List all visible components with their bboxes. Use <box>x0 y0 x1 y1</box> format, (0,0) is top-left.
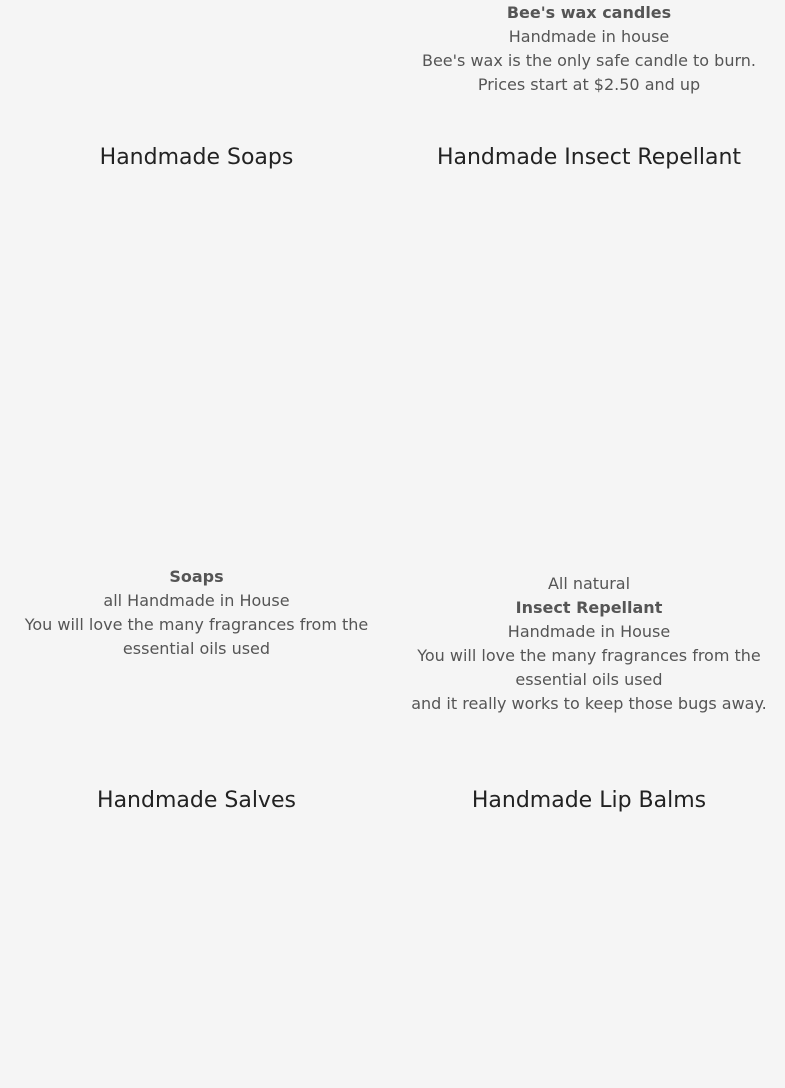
soaps-title: Soaps <box>169 567 224 586</box>
soaps-line-3: essential oils used <box>122 639 271 658</box>
soaps-description <box>0 565 393 661</box>
lip-balms-image <box>413 840 765 1080</box>
soaps-line-1: all Handmade in House <box>103 591 290 610</box>
lip-balms-heading: Handmade Lip Balms <box>471 788 707 813</box>
insect-repellant-line-1: Handmade in House <box>507 622 671 641</box>
candles-title: Bee's wax candles <box>506 3 672 22</box>
salves-image <box>20 840 372 1080</box>
candles-line-3: Prices start at $2.50 and up <box>477 75 701 94</box>
candles-line-2: Bee's wax is the only safe candle to burn. <box>421 51 756 70</box>
insect-repellant-line-3: essential oils used <box>515 670 663 689</box>
soaps-image <box>20 195 372 550</box>
insect-repellant-title: Insect Repellant <box>515 598 663 617</box>
insect-repellant-heading: Handmade Insect Repellant <box>436 145 742 170</box>
insect-repellant-image <box>413 195 765 555</box>
insect-repellant-line-2: You will love the many fragrances from the <box>417 646 761 665</box>
insect-repellant-description <box>393 572 785 716</box>
insect-repellant-line-4: and it really works to keep those bugs away. <box>411 694 767 713</box>
candles-line-1: Handmade in house <box>508 27 670 46</box>
candles-description <box>393 1 785 97</box>
salves-heading: Handmade Salves <box>97 788 296 813</box>
soaps-line-2: You will love the many fragrances from the <box>24 615 369 634</box>
soaps-heading: Handmade Soaps <box>99 145 294 170</box>
insect-repellant-line-0: All natural <box>547 574 631 593</box>
